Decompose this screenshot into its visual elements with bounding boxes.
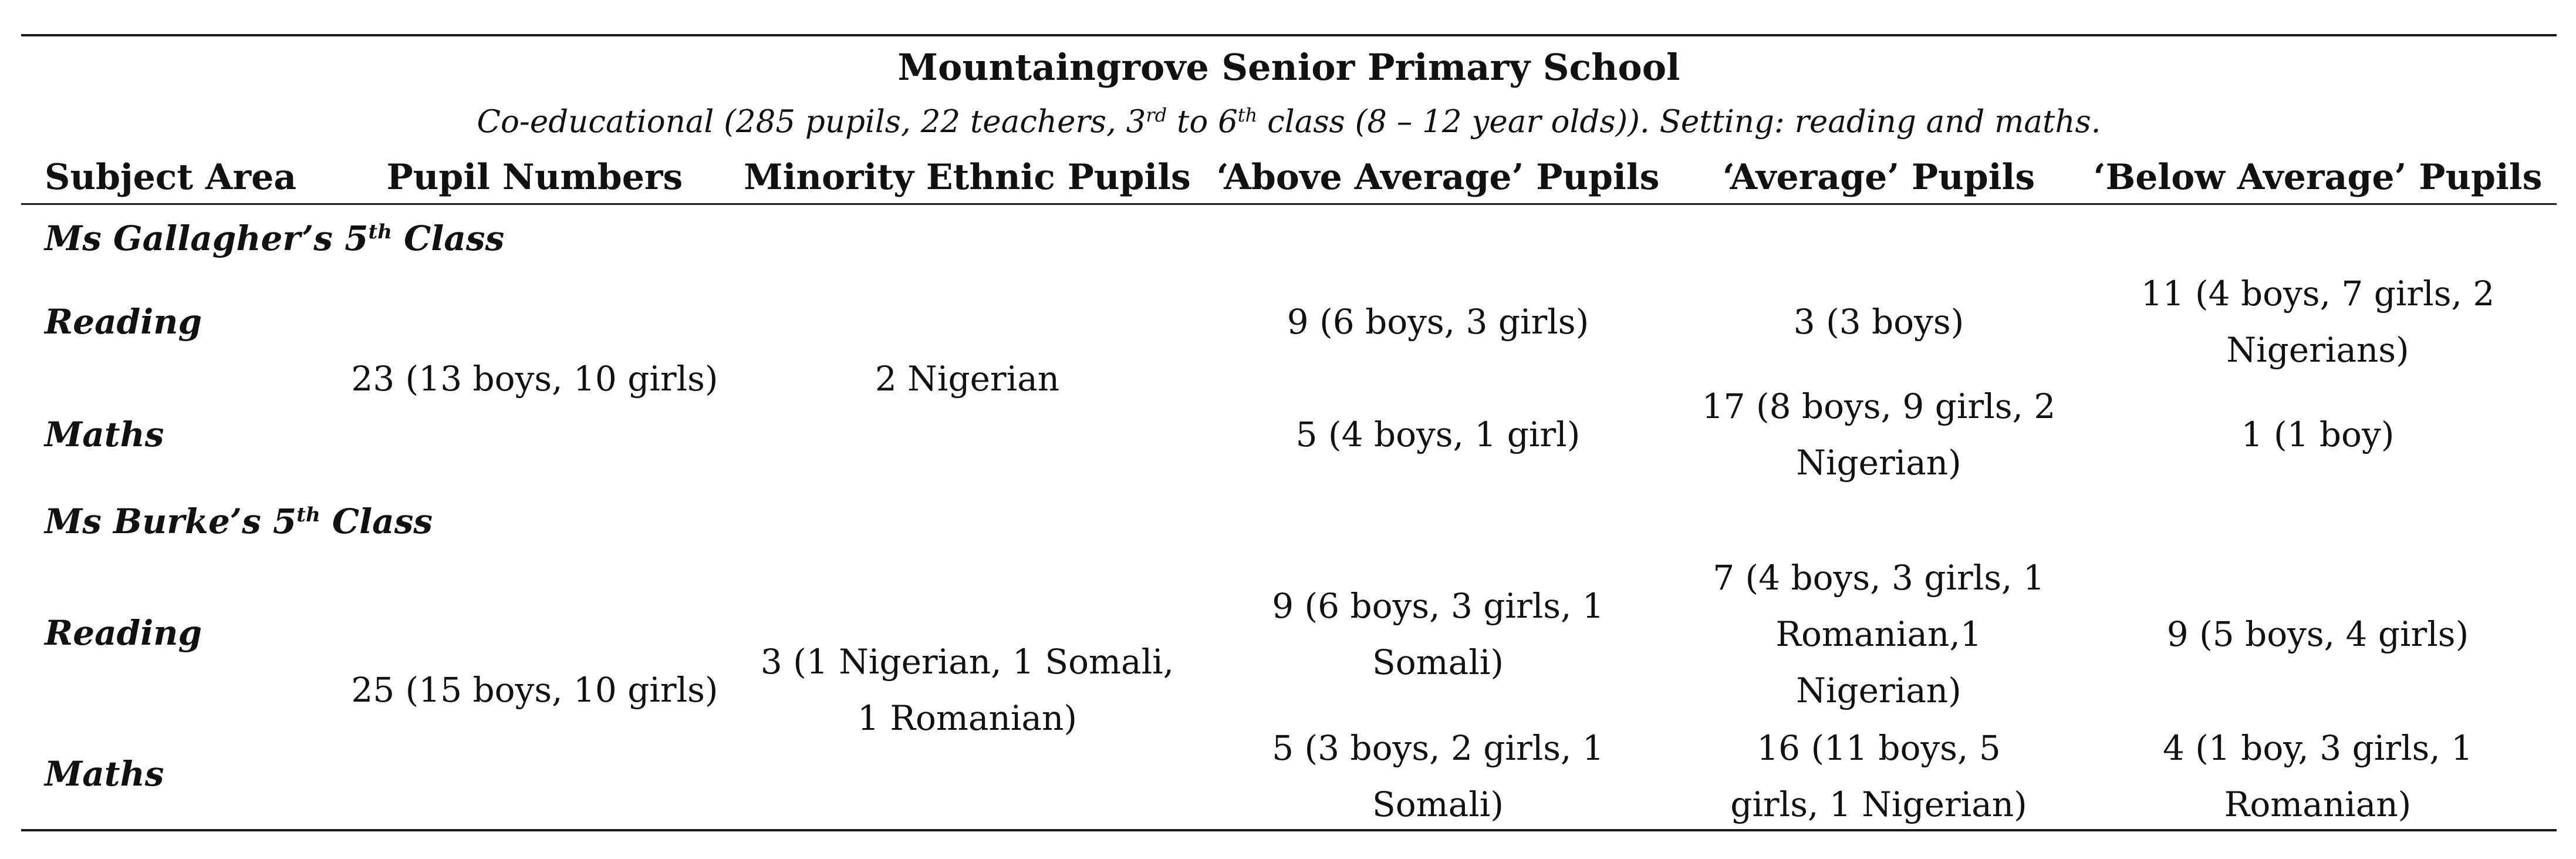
section-title-text: Ms Burke’s 5 xyxy=(45,501,297,541)
cell-below-average: 11 (4 boys, 7 girls, 2 Nigerians) xyxy=(2141,274,2495,370)
header-average: ‘Average’ Pupils xyxy=(1722,157,2035,198)
bottom-rule xyxy=(21,829,2557,831)
section-title-text: Class xyxy=(391,218,505,258)
section-title-text: Ms Gallagher’s 5 xyxy=(45,218,369,258)
header-below-average: ‘Below Average’ Pupils xyxy=(2093,157,2543,198)
school-table xyxy=(21,0,2557,859)
row-subject-reading: Reading xyxy=(45,302,202,342)
table-title: Mountaingrove Senior Primary School xyxy=(897,46,1680,89)
header-above-average: ‘Above Average’ Pupils xyxy=(1216,157,1660,198)
section-title-burke xyxy=(45,498,433,545)
header-pupil-numbers: Pupil Numbers xyxy=(386,157,683,198)
cell-average: 7 (4 boys, 3 girls, 1 Romanian,1 Nigerian) xyxy=(1713,558,2045,710)
row-subject-maths: Maths xyxy=(45,754,164,794)
cell-above-average: 5 (4 boys, 1 girl) xyxy=(1295,415,1581,454)
top-rule xyxy=(21,34,2557,36)
table-subtitle xyxy=(21,101,2557,143)
cell-minority-ethnic: 3 (1 Nigerian, 1 Somali, 1 Romanian) xyxy=(760,642,1174,738)
section-title-gallagher xyxy=(45,215,504,262)
subtitle-part: Co-educational (285 pupils, 22 teachers, 3 xyxy=(477,104,1146,140)
subtitle-sup-th: th xyxy=(1237,104,1258,126)
cell-pupil-numbers: 25 (15 boys, 10 girls) xyxy=(351,670,718,710)
header-minority-ethnic: Minority Ethnic Pupils xyxy=(744,157,1191,198)
section-title-sup: th xyxy=(368,220,392,244)
section-title-text: Class xyxy=(320,501,433,541)
section-title-sup: th xyxy=(296,503,320,527)
cell-below-average: 1 (1 boy) xyxy=(2241,415,2395,454)
row-subject-reading: Reading xyxy=(45,613,202,653)
cell-average: 17 (8 boys, 9 girls, 2 Nigerian) xyxy=(1701,386,2056,483)
header-subject-area: Subject Area xyxy=(45,157,297,198)
header-rule xyxy=(21,203,2557,205)
cell-below-average: 9 (5 boys, 4 girls) xyxy=(2166,614,2469,654)
cell-pupil-numbers: 23 (13 boys, 10 girls) xyxy=(351,359,718,399)
cell-above-average: 9 (6 boys, 3 girls, 1 Somali) xyxy=(1272,586,1604,682)
cell-above-average: 9 (6 boys, 3 girls) xyxy=(1287,302,1589,342)
row-subject-maths: Maths xyxy=(45,415,164,454)
cell-below-average: 4 (1 boy, 3 girls, 1 Romanian) xyxy=(2162,728,2473,824)
cell-average: 16 (11 boys, 5 girls, 1 Nigerian) xyxy=(1730,728,2027,824)
subtitle-part: class (8 – 12 year olds)). Setting: reading and maths. xyxy=(1257,104,2101,140)
subtitle-part: to 6 xyxy=(1167,104,1238,140)
cell-above-average: 5 (3 boys, 2 girls, 1 Somali) xyxy=(1272,728,1604,824)
cell-minority-ethnic: 2 Nigerian xyxy=(875,359,1060,399)
subtitle-sup-rd: rd xyxy=(1146,104,1167,126)
cell-average: 3 (3 boys) xyxy=(1793,302,1964,342)
